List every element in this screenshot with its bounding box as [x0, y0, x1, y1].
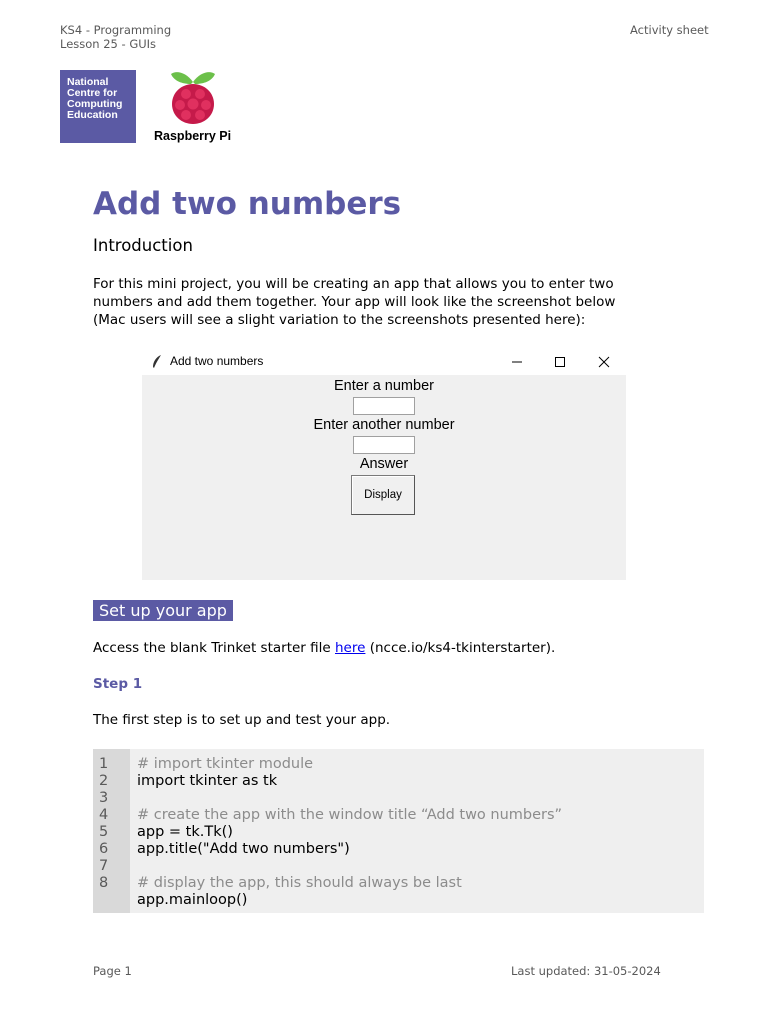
step-description: The first step is to set up and test your app. [93, 712, 391, 728]
ncce-logo-line: Centre for [67, 87, 118, 99]
raspberry-pi-icon [166, 68, 220, 126]
feather-icon [151, 354, 163, 369]
code-line-number: 5 [99, 824, 109, 840]
page-title: Add two numbers [93, 186, 402, 222]
code-statement: app.title("Add two numbers") [137, 841, 350, 857]
code-line-number: 8 [99, 875, 109, 891]
code-line-number: 3 [99, 790, 109, 806]
code-statement: app.mainloop() [137, 892, 248, 908]
first-number-input[interactable] [353, 397, 415, 415]
lesson-label: Lesson 25 - GUIs [60, 37, 157, 51]
last-updated: Last updated: 31-05-2024 [511, 964, 661, 978]
intro-text-line: numbers and add them together. Your app will look like the screenshot below [93, 294, 616, 310]
section-heading-setup: Set up your app [93, 600, 233, 621]
enter-number-label: Enter a number [334, 378, 434, 394]
starter-file-link[interactable]: here [335, 640, 366, 656]
course-label: KS4 - Programming [60, 23, 172, 37]
doc-type-label: Activity sheet [630, 23, 709, 37]
answer-label: Answer [359, 456, 409, 472]
code-line-number: 4 [99, 807, 109, 823]
ncce-logo [60, 70, 136, 143]
code-comment: # import tkinter module [137, 756, 314, 772]
window-title: Add two numbers [170, 354, 264, 368]
maximize-icon[interactable] [553, 355, 567, 369]
raspberry-pi-wordmark: Raspberry Pi [154, 129, 232, 143]
window-body [142, 375, 626, 580]
code-line-number: 7 [99, 858, 109, 874]
code-line-number: 1 [99, 756, 109, 772]
intro-text-line: (Mac users will see a slight variation to the screenshots presented here): [93, 312, 586, 328]
access-text [93, 639, 555, 657]
step-heading: Step 1 [93, 676, 143, 692]
section-heading-introduction: Introduction [93, 236, 193, 255]
code-line-number: 2 [99, 773, 109, 789]
code-comment: # create the app with the window title “Add two numbers” [137, 807, 563, 823]
display-button[interactable]: Display [351, 475, 415, 515]
code-comment: # display the app, this should always be last [137, 875, 462, 891]
app-window-screenshot [142, 349, 626, 580]
ncce-logo-line: Computing [67, 98, 123, 110]
access-text-after: (ncce.io/ks4-tkinterstarter). [365, 640, 556, 656]
ncce-logo-line: National [67, 76, 109, 88]
minimize-icon[interactable] [510, 355, 524, 369]
second-number-input[interactable] [353, 436, 415, 454]
window-titlebar [142, 349, 626, 375]
close-icon[interactable] [597, 355, 611, 369]
page-number: Page 1 [93, 964, 132, 978]
code-line-number: 6 [99, 841, 109, 857]
enter-another-number-label: Enter another number [313, 417, 455, 433]
access-text-before: Access the blank Trinket starter file [93, 640, 335, 656]
code-statement: import tkinter as tk [137, 773, 278, 789]
code-block [93, 749, 704, 913]
ncce-logo-line: Education [67, 109, 118, 121]
intro-text-line: For this mini project, you will be creating an app that allows you to enter two [93, 276, 614, 292]
code-statement: app = tk.Tk() [137, 824, 233, 840]
